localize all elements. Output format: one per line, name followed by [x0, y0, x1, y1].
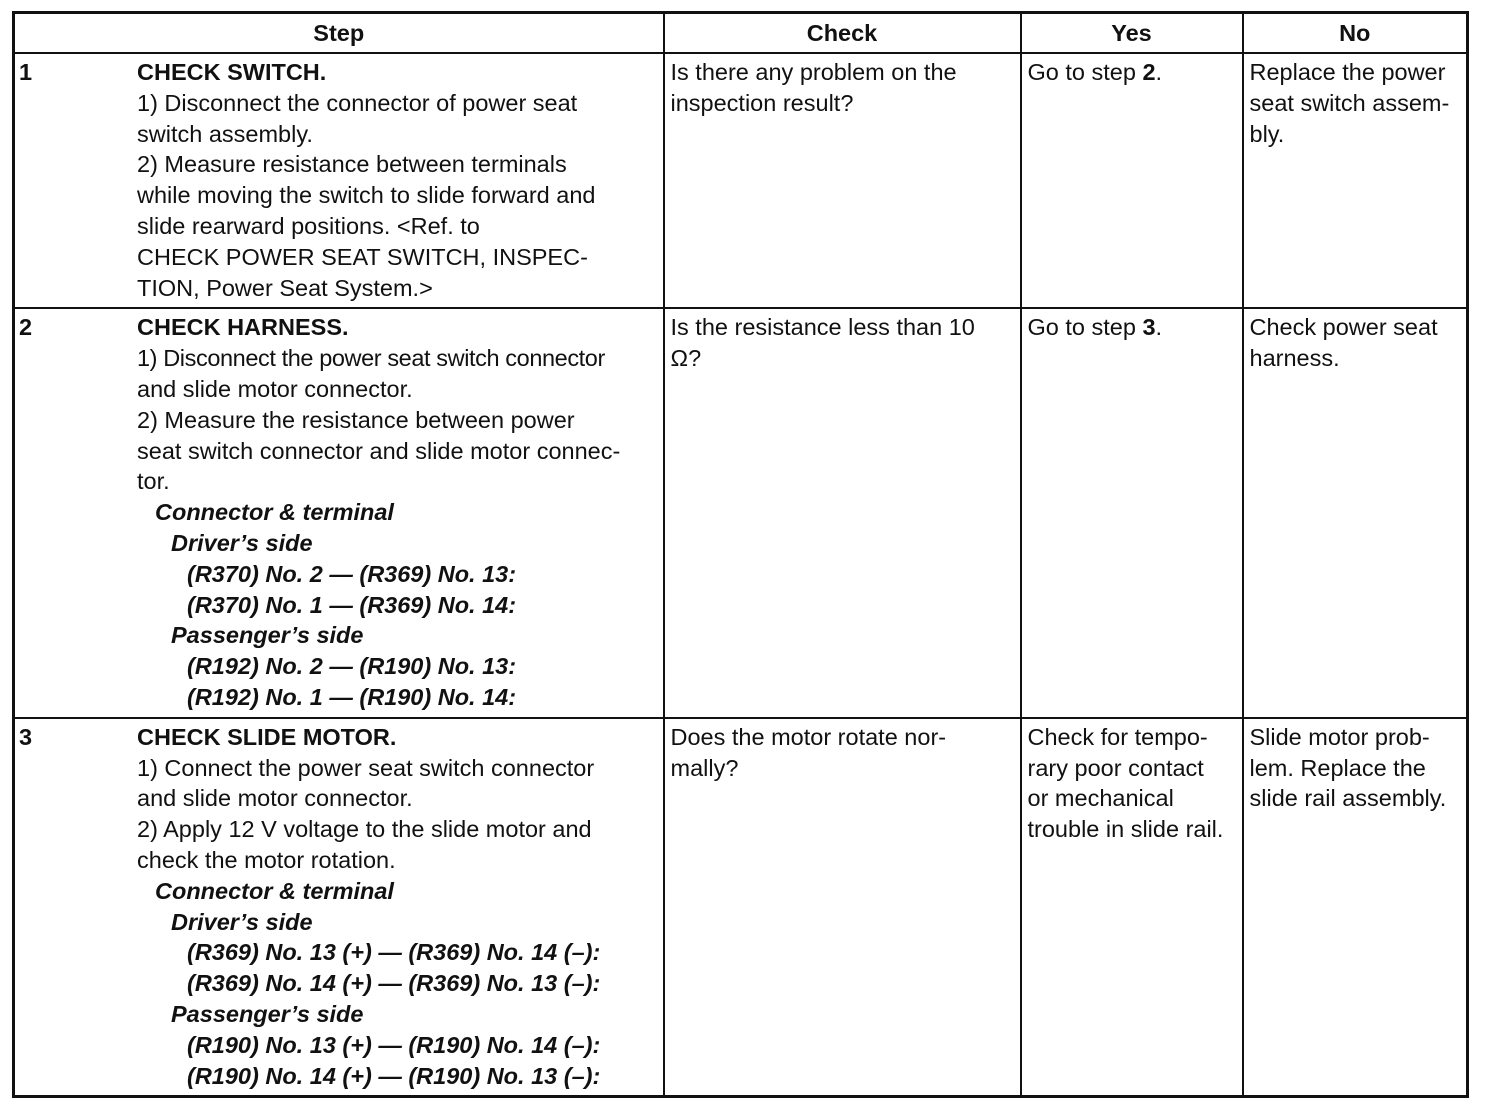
yes-line: Check for tempo- [1027, 723, 1208, 750]
no-cell [1243, 308, 1468, 717]
connector-terminal-label: Connector & terminal [155, 499, 394, 526]
terminal-pair: (R369) No. 13 (+) — (R369) No. 14 (–): [187, 939, 601, 966]
yes-step-number: 3 [1142, 314, 1156, 341]
step-line: check the motor rotation. [137, 846, 396, 873]
no-line: Replace the power [1249, 59, 1446, 85]
step-cell [14, 53, 664, 308]
step-line: 1) Connect the power seat switch connector [137, 754, 595, 781]
step-number: 1 [19, 59, 33, 85]
terminal-pair: (R370) No. 2 — (R369) No. 13: [187, 560, 517, 587]
step-line: CHECK POWER SEAT SWITCH, INSPEC- [137, 243, 588, 270]
terminal-pair: (R192) No. 2 — (R190) No. 13: [187, 653, 517, 680]
no-cell [1243, 53, 1468, 308]
terminal-pair: (R190) No. 14 (+) — (R190) No. 13 (–): [187, 1062, 601, 1089]
yes-prefix: Go to step [1027, 314, 1143, 341]
step-line: 2) Apply 12 V voltage to the slide motor and [137, 816, 592, 843]
driver-side-label: Driver’s side [171, 908, 313, 935]
header-no: No [1243, 13, 1468, 54]
connector-terminal-label: Connector & terminal [155, 877, 394, 904]
no-cell [1243, 718, 1468, 1097]
check-line: Ω? [670, 345, 702, 372]
step-line: 2) Measure the resistance between power [137, 406, 575, 433]
yes-cell [1021, 53, 1243, 308]
step-line: switch assembly. [137, 120, 313, 147]
table-row [14, 308, 1468, 717]
check-line: Does the motor rotate nor- [670, 723, 947, 750]
yes-line: trouble in slide rail. [1027, 816, 1224, 843]
step-line: 2) Measure resistance between terminals [137, 151, 567, 178]
no-line: slide rail assembly. [1249, 785, 1447, 812]
passenger-side-label: Passenger’s side [171, 622, 364, 649]
check-line: inspection result? [670, 89, 854, 116]
yes-line [1028, 57, 1236, 88]
check-line: Is the resistance less than 10 [670, 314, 975, 341]
step-line: tor. [137, 468, 170, 495]
yes-step-number: 2 [1142, 59, 1156, 85]
step-line: and slide motor connector. [137, 375, 413, 402]
terminal-pair: (R370) No. 1 — (R369) No. 14: [187, 591, 517, 618]
yes-suffix: . [1155, 314, 1163, 341]
step-line: slide rearward positions. <Ref. to [137, 212, 480, 239]
step-title: CHECK SLIDE MOTOR. [137, 723, 397, 750]
check-cell [664, 53, 1021, 308]
check-line: Is there any problem on the [670, 59, 957, 85]
terminal-pair: (R190) No. 13 (+) — (R190) No. 14 (–): [187, 1031, 601, 1058]
header-row [14, 13, 1468, 54]
step-cell [14, 718, 664, 1097]
terminal-pair: (R192) No. 1 — (R190) No. 14: [187, 683, 517, 710]
passenger-side-label: Passenger’s side [171, 1000, 364, 1027]
no-line: Check power seat [1249, 314, 1438, 341]
step-title: CHECK HARNESS. [137, 314, 349, 341]
step-number: 3 [19, 723, 33, 750]
yes-line: or mechanical [1027, 785, 1174, 812]
table-row [14, 718, 1468, 1097]
no-line: bly. [1249, 120, 1285, 147]
step-line: 1) Disconnect the power seat switch connector [137, 345, 605, 372]
yes-line [1028, 312, 1236, 343]
no-line: Slide motor prob- [1249, 723, 1430, 750]
step-line: while moving the switch to slide forward and [137, 182, 596, 209]
step-cell [14, 308, 664, 717]
step-number: 2 [19, 314, 33, 341]
header-yes: Yes [1021, 13, 1243, 54]
header-check: Check [664, 13, 1021, 54]
check-cell [664, 308, 1021, 717]
step-body [137, 57, 659, 303]
step-line: TION, Power Seat System.> [137, 274, 433, 301]
diagnostic-table [12, 11, 1469, 1098]
table-row [14, 53, 1468, 308]
check-line: mally? [670, 754, 739, 781]
driver-side-label: Driver’s side [171, 529, 313, 556]
no-line: lem. Replace the [1249, 754, 1426, 781]
yes-cell [1021, 308, 1243, 717]
yes-line: rary poor contact [1027, 754, 1204, 781]
step-line: seat switch connector and slide motor connec- [137, 437, 621, 464]
step-body [137, 312, 659, 712]
yes-cell [1021, 718, 1243, 1097]
no-line: harness. [1249, 345, 1340, 372]
header-step: Step [14, 13, 664, 54]
step-title: CHECK SWITCH. [137, 59, 327, 85]
check-cell [664, 718, 1021, 1097]
terminal-pair: (R369) No. 14 (+) — (R369) No. 13 (–): [187, 970, 601, 997]
no-line: seat switch assem- [1249, 89, 1450, 116]
yes-prefix: Go to step [1027, 59, 1143, 85]
yes-suffix: . [1155, 59, 1163, 85]
step-body [137, 722, 659, 1092]
step-line: and slide motor connector. [137, 785, 413, 812]
step-line: 1) Disconnect the connector of power seat [137, 89, 578, 116]
